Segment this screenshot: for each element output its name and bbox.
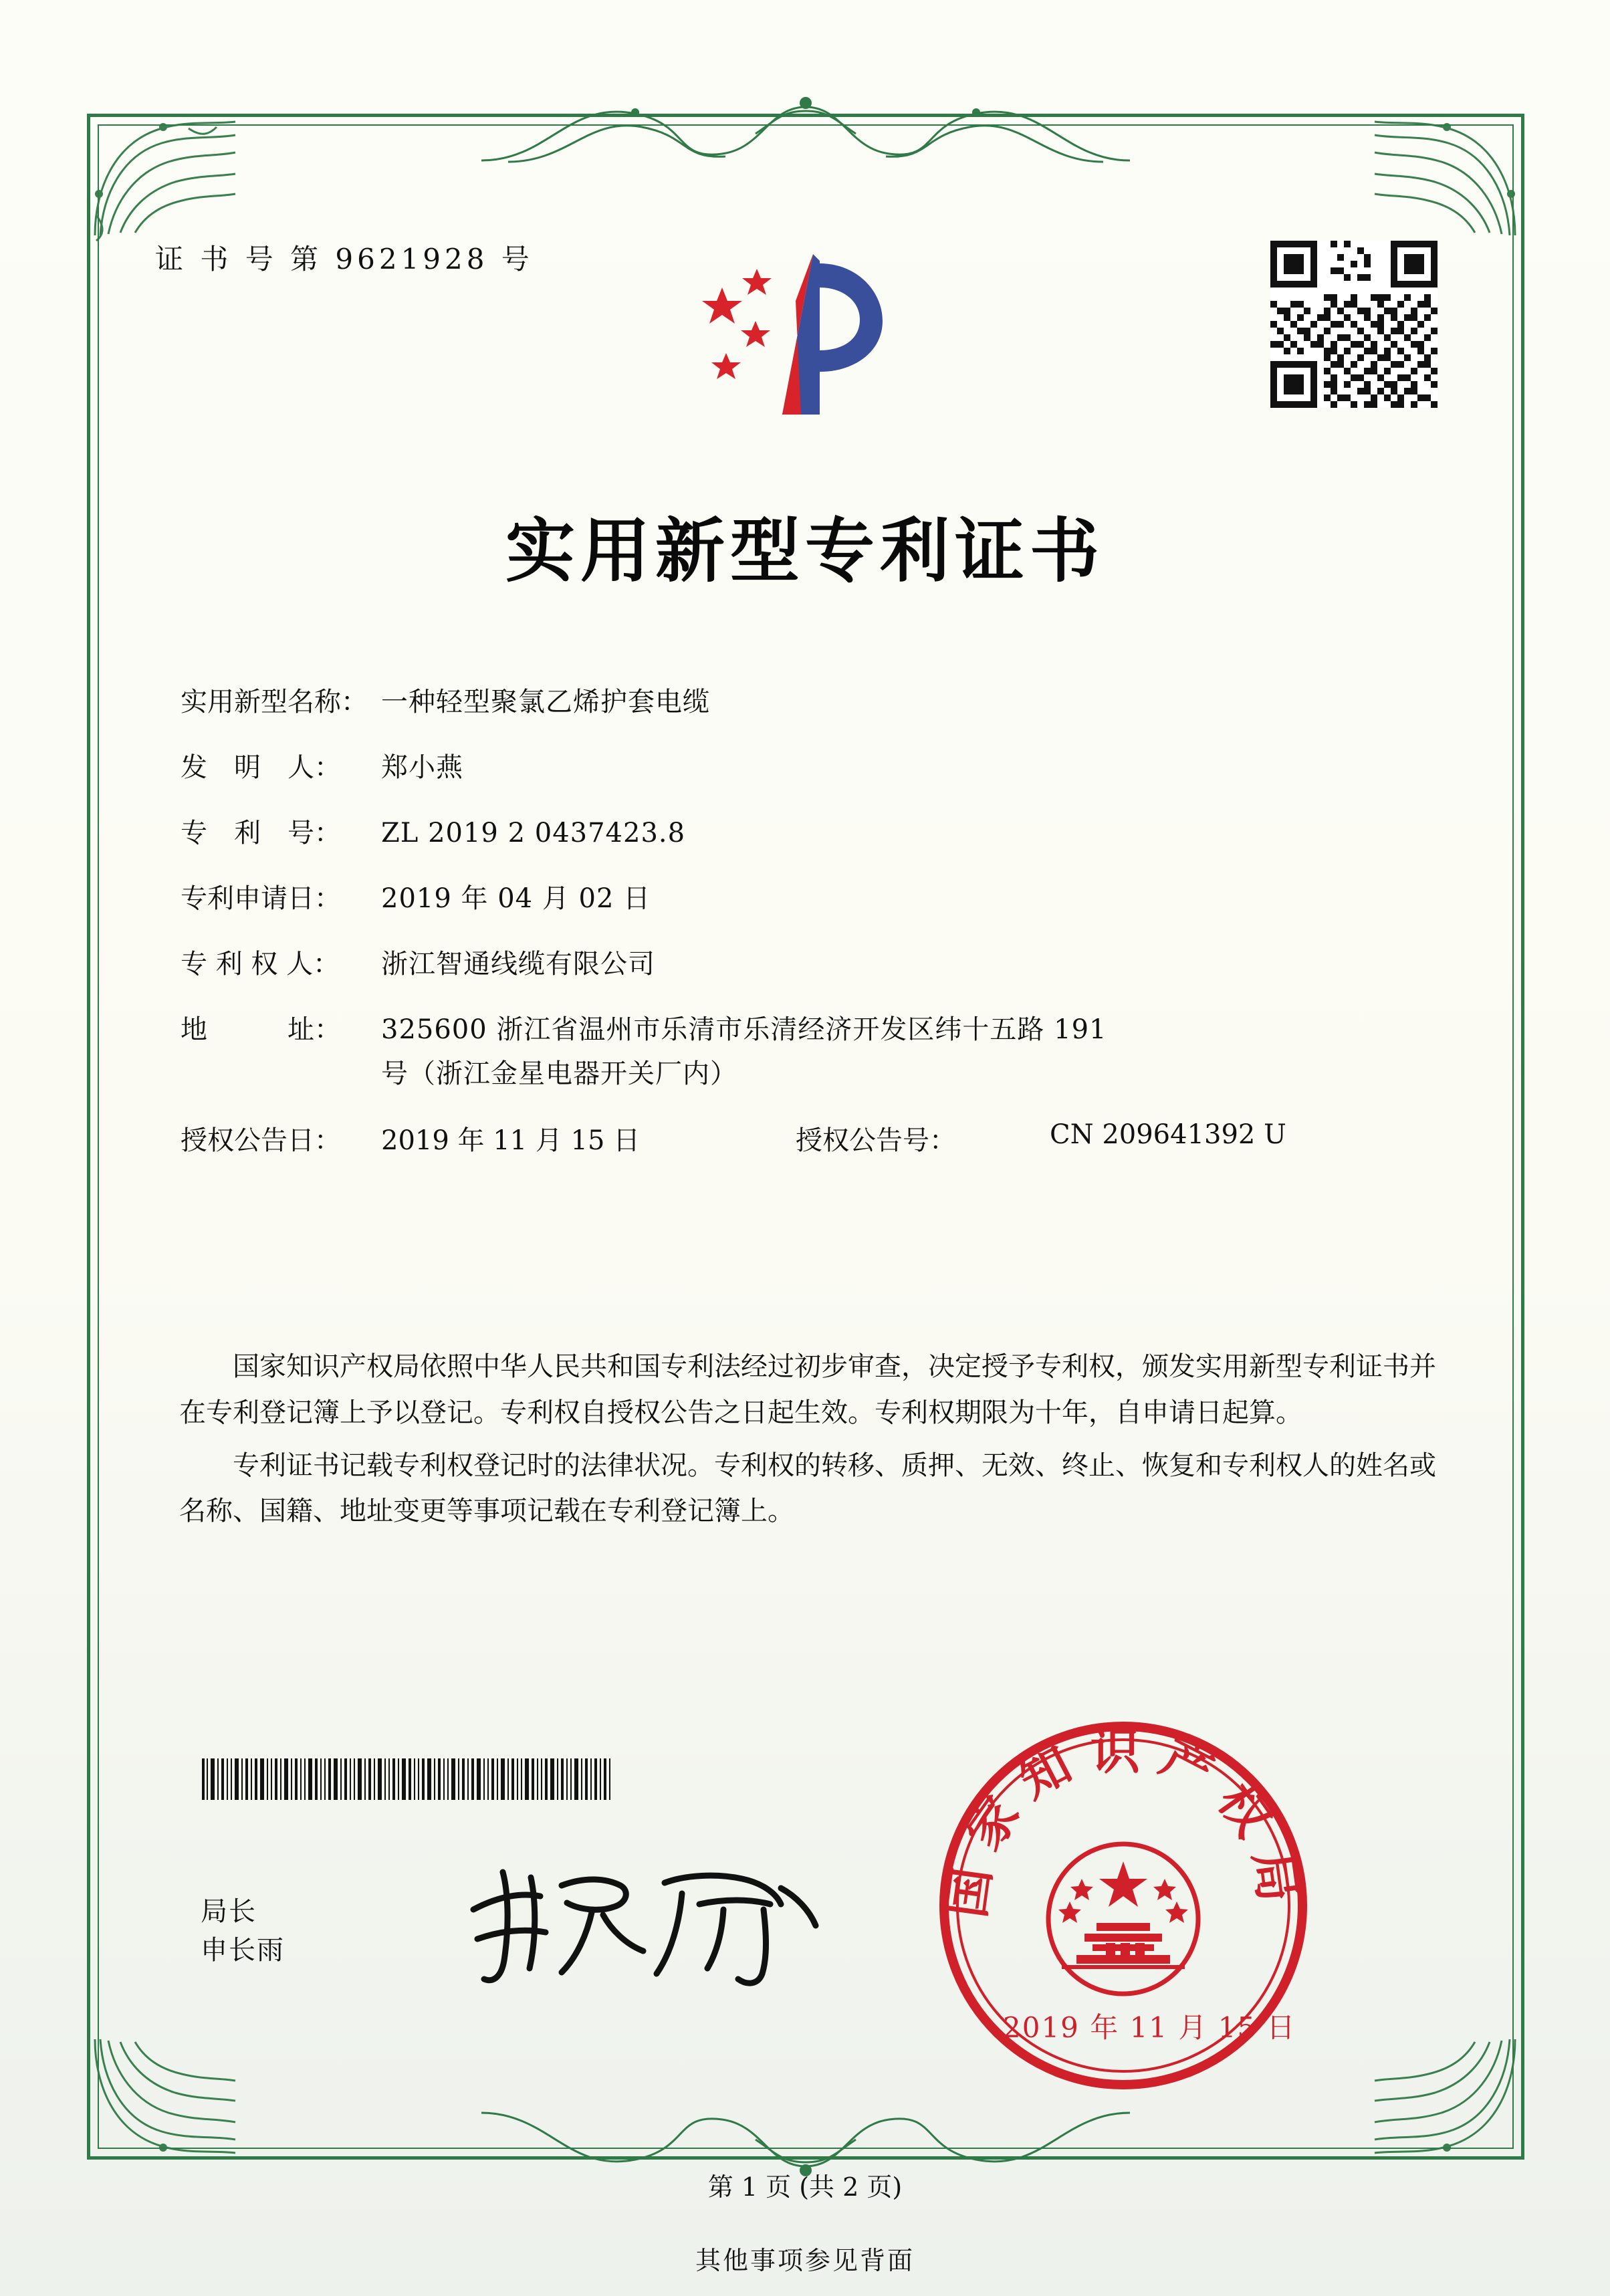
page-title: 实用新型专利证书 [505, 509, 1105, 592]
grant-number-value: CN 209641392 U [1050, 1119, 1286, 1150]
barcode [201, 1758, 615, 1800]
field-patentee [181, 944, 1451, 984]
fields-block [181, 682, 1451, 1183]
qr-code [1270, 241, 1438, 408]
legal-text-block [179, 1344, 1436, 1541]
field-value: ZL 2019 2 0437423.8 [381, 818, 686, 848]
corner-ornament-bottom-right [1368, 2033, 1522, 2160]
certificate-number: 证 书 号 第 9621928 号 [155, 243, 534, 275]
field-label: 实用新型名称： [181, 687, 368, 717]
top-flourish-ornament [468, 87, 1143, 167]
field-inventor [181, 748, 1451, 788]
seal-date: 2019 年 11 月 15 日 [1003, 2011, 1296, 2044]
field-value-line2: 号（浙江金星电器开关厂内） [381, 1058, 737, 1089]
back-side-note: 其他事项参见背面 [695, 2246, 915, 2275]
paragraph-1: 国家知识产权局依照中华人民共和国专利法经过初步审查，决定授予专利权，颁发实用新型专利证书并在专利登记簿上予以登记。专利权自授权公告之日起生效。专利权期限为十年，自申请日起算。 [179, 1351, 1436, 1428]
field-value-wrap [381, 1010, 1451, 1094]
field-label: 专 利 权 人： [181, 949, 340, 980]
handwritten-signature [461, 1845, 836, 1999]
field-label: 地 址： [181, 1014, 341, 1045]
field-label: 发 明 人： [181, 752, 341, 783]
field-value: 郑小燕 [381, 752, 463, 783]
field-address [181, 1010, 1451, 1094]
corner-ornament-top-right [1368, 115, 1522, 242]
grant-date-label: 授权公告日： [181, 1125, 341, 1156]
paragraph-2: 专利证书记载专利权登记时的法律状况。专利权的转移、质押、无效、终止、恢复和专利权人的姓名或名称、国籍、地址变更等事项记载在专利登记簿上。 [179, 1450, 1436, 1527]
grant-number-label: 授权公告号： [796, 1125, 956, 1156]
field-value: 浙江智通线缆有限公司 [381, 949, 655, 980]
field-value: 一种轻型聚氯乙烯护套电缆 [381, 687, 710, 717]
grant-date-value: 2019 年 11 月 15 日 [381, 1125, 641, 1156]
director-title: 局长 [201, 1896, 257, 1927]
svg-text:国家知识产权局: 国家知识产权局 [937, 1722, 1309, 1922]
director-name: 申长雨 [201, 1935, 285, 1966]
field-utility-model-name [181, 682, 1451, 722]
cnipa-logo-icon [682, 234, 903, 428]
page-number: 第 1 页 (共 2 页) [707, 2172, 903, 2202]
field-application-date [181, 879, 1451, 919]
director-label-block [201, 1892, 285, 1970]
field-grant-announcement [181, 1119, 1451, 1157]
field-label: 专利申请日： [181, 883, 341, 914]
field-value: 2019 年 04 月 02 日 [381, 883, 651, 914]
corner-ornament-bottom-left [88, 2033, 242, 2160]
corner-ornament-top-left [88, 115, 242, 242]
field-label: 专 利 号： [181, 818, 341, 848]
field-value-line1: 325600 浙江省温州市乐清市乐清经济开发区纬十五路 191 [381, 1014, 1107, 1045]
field-patent-number [181, 813, 1451, 853]
